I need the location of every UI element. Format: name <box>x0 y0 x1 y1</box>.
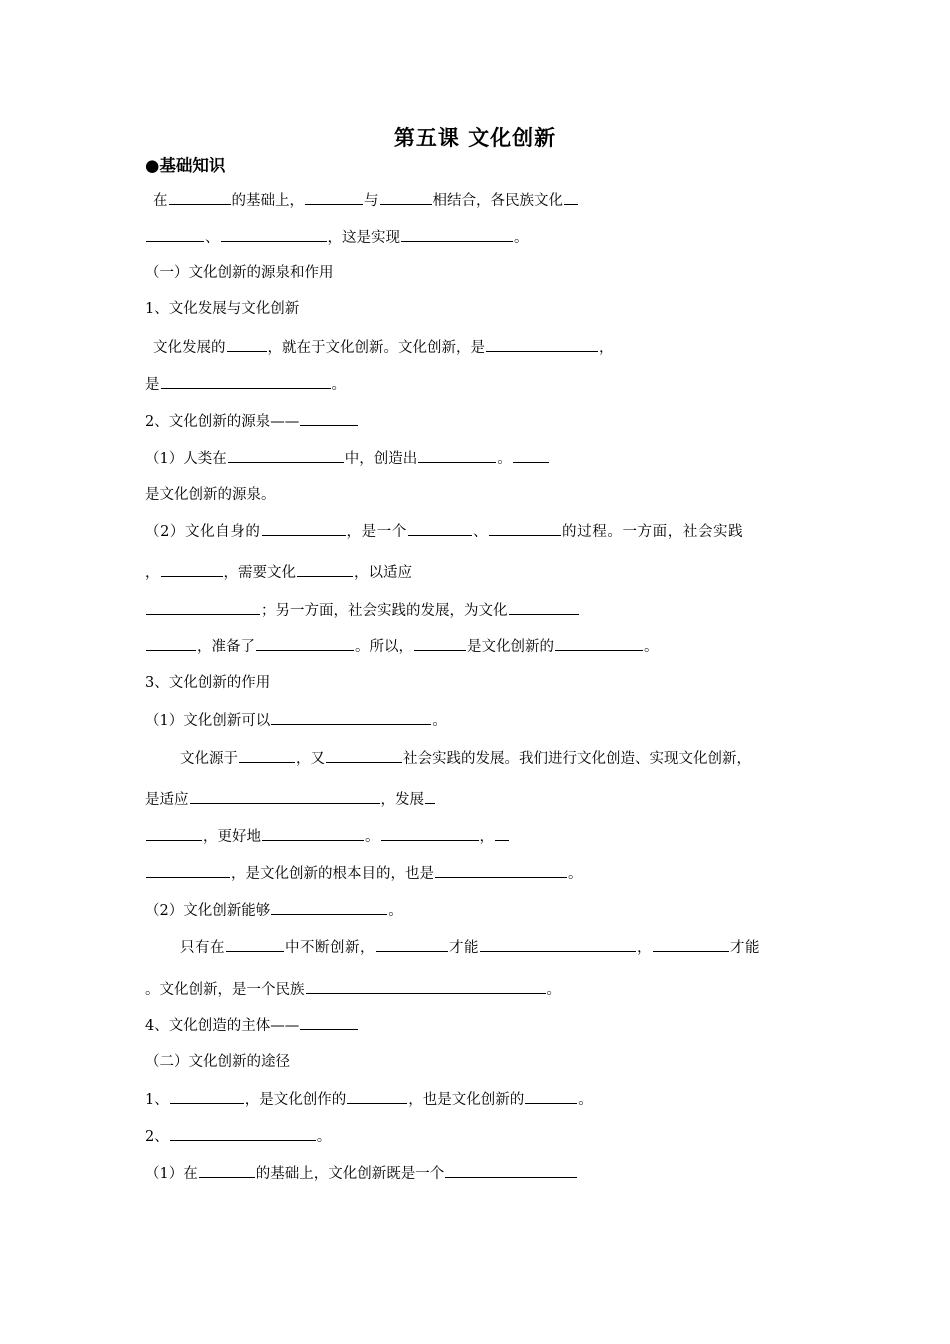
fill-in-blank[interactable] <box>271 900 387 915</box>
line-text: ，又 <box>296 751 325 767</box>
fill-in-blank[interactable] <box>408 521 472 536</box>
line-text: 。 <box>316 1129 332 1145</box>
line-text: 与 <box>364 193 379 209</box>
line-text: 。 <box>365 829 380 845</box>
line-text: （2）文化创新能够 <box>145 903 271 919</box>
text-line <box>145 1089 593 1109</box>
line-text: ，就在于文化创新。文化创新，是 <box>267 340 485 356</box>
fill-in-blank[interactable] <box>486 337 598 352</box>
line-text: ， <box>599 340 614 356</box>
line-text: 是适应 <box>145 792 189 808</box>
fill-in-blank[interactable] <box>435 863 567 878</box>
fill-in-blank[interactable] <box>300 1015 358 1030</box>
fill-in-blank[interactable] <box>381 826 479 841</box>
line-text: 在 <box>153 193 168 209</box>
fill-in-blank[interactable] <box>190 789 380 804</box>
line-text: 。 <box>578 1092 593 1108</box>
fill-in-blank[interactable] <box>146 227 204 242</box>
fill-in-blank[interactable] <box>380 190 432 205</box>
fill-in-blank[interactable] <box>509 600 579 615</box>
text-line <box>145 1126 331 1146</box>
fill-in-blank[interactable] <box>495 826 509 841</box>
line-text: 只有在 <box>180 940 225 956</box>
page-title: 第五课 文化创新 <box>393 126 557 150</box>
line-text: 是文化创新的源泉。 <box>145 487 276 503</box>
fill-in-blank[interactable] <box>555 636 643 651</box>
text-line <box>180 748 751 768</box>
fill-in-blank[interactable] <box>414 636 466 651</box>
fill-in-blank[interactable] <box>146 826 202 841</box>
line-text: ，是文化创新的根本目的，也是 <box>231 866 434 882</box>
text-line <box>145 1163 578 1183</box>
fill-in-blank[interactable] <box>256 636 354 651</box>
line-text: 文化源于 <box>180 751 238 767</box>
fill-in-blank[interactable] <box>347 1089 407 1104</box>
line-text: 2、文化创新的源泉—— <box>145 414 300 430</box>
text-line <box>145 900 403 920</box>
fill-in-blank[interactable] <box>227 337 267 352</box>
fill-in-blank[interactable] <box>226 937 284 952</box>
line-text: 。 <box>497 451 512 467</box>
text-line <box>145 411 359 431</box>
line-text: 1、 <box>145 1092 169 1108</box>
line-text: 中不断创新， <box>285 940 375 956</box>
line-text: ，更好地 <box>203 829 261 845</box>
fill-in-blank[interactable] <box>262 521 346 536</box>
line-text: 文化发展的 <box>153 340 226 356</box>
line-text: （二）文化创新的途径 <box>145 1054 290 1070</box>
fill-in-blank[interactable] <box>306 979 546 994</box>
line-text: 的基础上，文化创新既是一个 <box>255 1166 445 1182</box>
section-heading: ●基础知识 <box>145 156 226 175</box>
line-text: 中，创造出 <box>344 451 418 467</box>
text-line <box>153 337 614 357</box>
line-text: ，需要文化 <box>223 565 296 581</box>
line-text: 。文化创新，是一个民族 <box>145 982 305 998</box>
text-line <box>145 562 412 582</box>
fill-in-blank[interactable] <box>161 374 331 389</box>
line-text: 才能 <box>449 940 479 956</box>
line-text: （一）文化创新的源泉和作用 <box>145 265 334 281</box>
line-text: 3、文化创新的作用 <box>145 675 271 691</box>
text-line <box>145 710 447 730</box>
fill-in-blank[interactable] <box>146 636 196 651</box>
line-text: 才能 <box>730 940 760 956</box>
fill-in-blank[interactable] <box>425 789 435 804</box>
line-text: 。 <box>568 866 583 882</box>
fill-in-blank[interactable] <box>146 600 260 615</box>
line-text: ，这是实现 <box>327 230 400 246</box>
line-text: 是 <box>145 377 160 393</box>
fill-in-blank[interactable] <box>305 190 363 205</box>
line-text: 。 <box>388 903 403 919</box>
line-text: 的过程。一方面，社会实践 <box>562 524 744 540</box>
text-line <box>145 485 276 505</box>
line-text: ， <box>637 940 652 956</box>
fill-in-blank[interactable] <box>653 937 729 952</box>
text-line <box>145 448 550 468</box>
text-line <box>145 636 659 656</box>
fill-in-blank[interactable] <box>297 562 353 577</box>
fill-in-blank[interactable] <box>170 1126 316 1141</box>
fill-in-blank[interactable] <box>228 448 344 463</box>
line-text: 是文化创新的 <box>467 639 554 655</box>
fill-in-blank[interactable] <box>221 227 327 242</box>
text-line <box>145 1052 290 1072</box>
line-text: ，是文化创作的 <box>244 1092 347 1108</box>
fill-in-blank[interactable] <box>401 227 513 242</box>
text-line <box>145 600 580 620</box>
line-text: 。 <box>644 639 659 655</box>
line-text: 。 <box>331 377 346 393</box>
fill-in-blank[interactable] <box>445 1163 577 1178</box>
line-text: ，也是文化创新的 <box>408 1092 525 1108</box>
text-line <box>153 190 579 210</box>
text-line <box>145 263 334 283</box>
line-text: 。所以， <box>355 639 413 655</box>
line-text: （1）人类在 <box>145 451 227 467</box>
line-text: ，以适应 <box>354 565 412 581</box>
line-text: 的基础上， <box>231 193 304 209</box>
line-text: （1）文化创新可以 <box>145 713 271 729</box>
text-line <box>145 521 743 541</box>
line-text: 。 <box>546 982 561 998</box>
line-text: ；另一方面，社会实践的发展，为文化 <box>261 603 508 619</box>
fill-in-blank[interactable] <box>300 411 358 426</box>
fill-in-blank[interactable] <box>170 1089 244 1104</box>
fill-in-blank[interactable] <box>326 748 402 763</box>
text-line <box>180 937 760 957</box>
line-text: 2、 <box>145 1129 169 1145</box>
fill-in-blank[interactable] <box>199 1163 255 1178</box>
line-text: 社会实践的发展。我们进行文化创造、实现文化创新， <box>403 751 751 767</box>
fill-in-blank[interactable] <box>271 710 431 725</box>
fill-in-blank[interactable] <box>161 562 223 577</box>
line-text: ， <box>145 565 160 581</box>
fill-in-blank[interactable] <box>169 190 231 205</box>
text-line <box>145 979 561 999</box>
text-line <box>145 299 299 319</box>
line-text: 。 <box>432 713 447 729</box>
text-line <box>145 863 583 883</box>
line-text: （2）文化自身的 <box>145 524 261 540</box>
line-text: 4、文化创造的主体—— <box>145 1018 300 1034</box>
fill-in-blank[interactable] <box>513 448 549 463</box>
line-text: 、 <box>205 230 220 246</box>
line-text: 。 <box>514 230 529 246</box>
line-text: ，是一个 <box>346 524 407 540</box>
fill-in-blank[interactable] <box>525 1089 577 1104</box>
fill-in-blank[interactable] <box>480 937 636 952</box>
fill-in-blank[interactable] <box>239 748 295 763</box>
text-line <box>145 673 270 693</box>
line-text: 相结合，各民族文化 <box>432 193 563 209</box>
line-text: ，准备了 <box>197 639 255 655</box>
fill-in-blank[interactable] <box>376 937 448 952</box>
fill-in-blank[interactable] <box>564 190 578 205</box>
text-line <box>145 374 346 394</box>
line-text: ， <box>479 829 494 845</box>
text-line <box>145 826 510 846</box>
fill-in-blank[interactable] <box>146 863 230 878</box>
fill-in-blank[interactable] <box>418 448 496 463</box>
fill-in-blank[interactable] <box>262 826 364 841</box>
line-text: （1）在 <box>145 1166 198 1182</box>
text-line <box>145 227 529 247</box>
text-line <box>145 789 436 809</box>
line-text: 1、文化发展与文化创新 <box>145 301 300 317</box>
line-text: 、 <box>472 524 489 540</box>
text-line <box>145 1015 359 1035</box>
fill-in-blank[interactable] <box>489 521 561 536</box>
line-text: ，发展 <box>380 792 424 808</box>
